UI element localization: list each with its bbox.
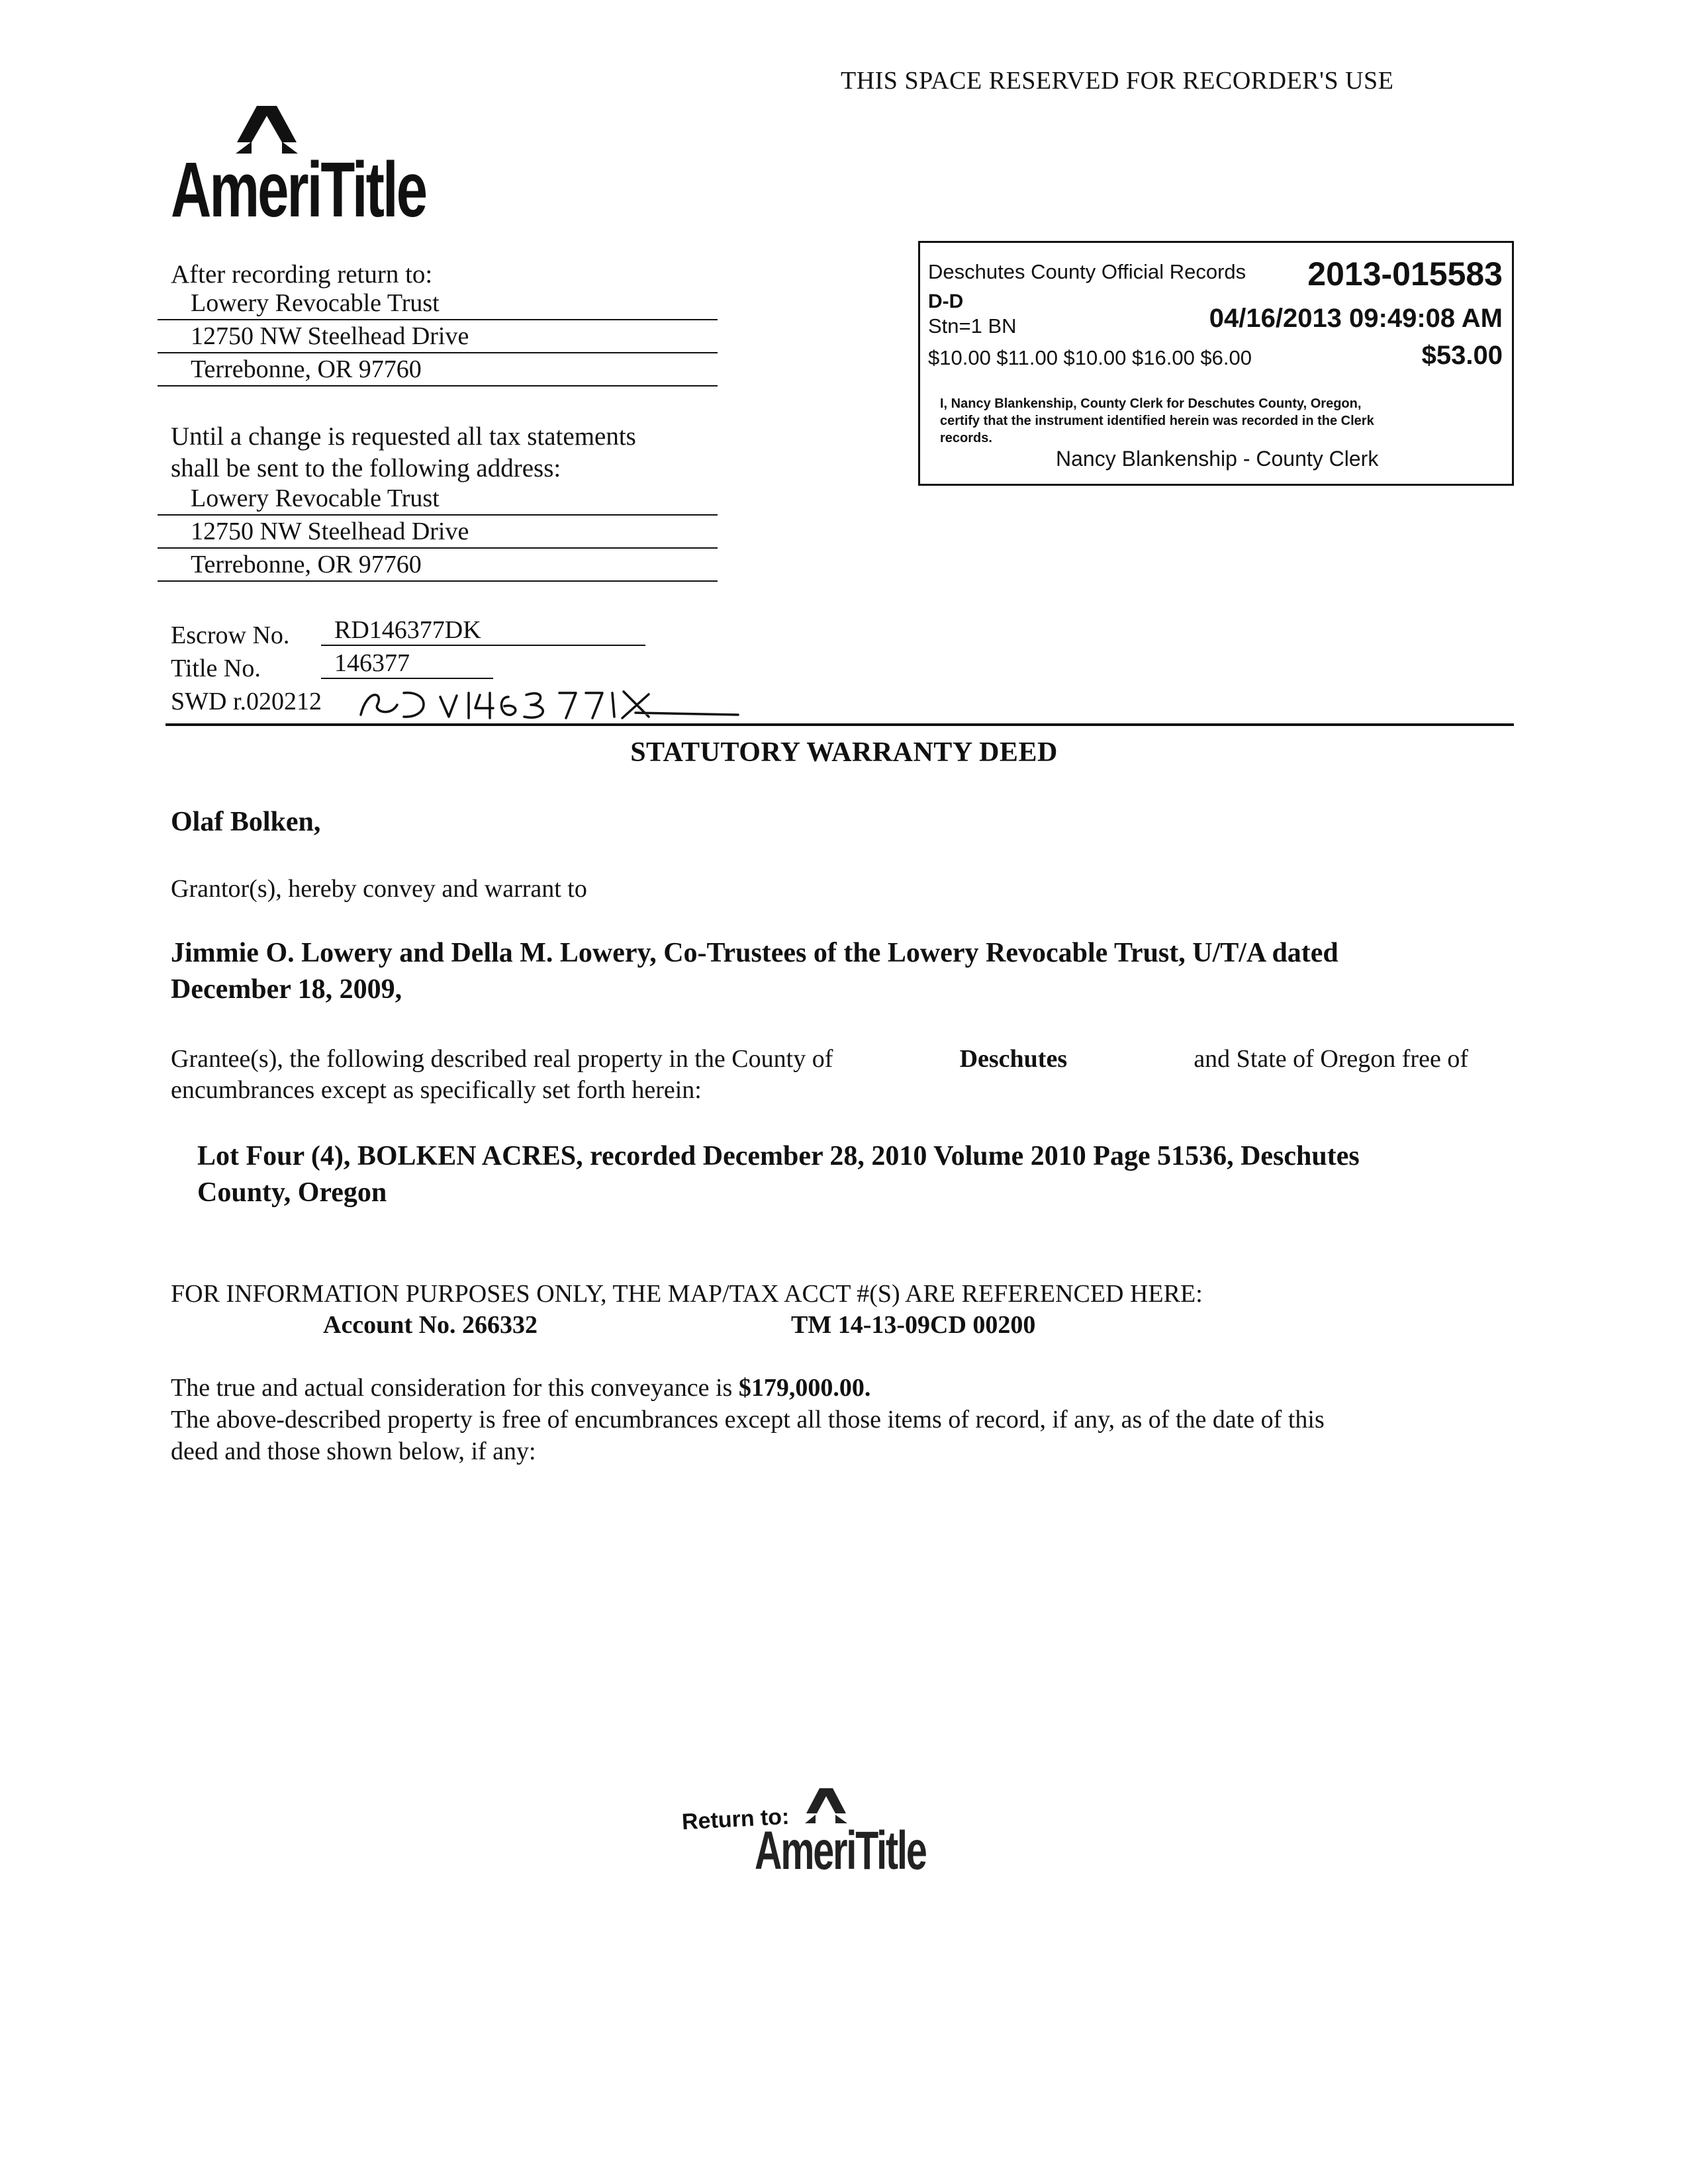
escrow-label: Escrow No.: [171, 621, 290, 649]
recorder-use-note: THIS SPACE RESERVED FOR RECORDER'S USE: [841, 67, 1394, 95]
recording-number: 2013-015583: [1307, 255, 1503, 293]
certification-line-2: certify that the instrument identified herein was recorded in the Clerk: [940, 414, 1374, 428]
tax-address-line-1: Lowery Revocable Trust: [158, 481, 718, 516]
recording-fees: $10.00 $11.00 $10.00 $16.00 $6.00: [928, 346, 1252, 369]
certification-line-1: I, Nancy Blankenship, County Clerk for Deschutes County, Oregon,: [940, 396, 1362, 411]
tax-statements-label-1: Until a change is requested all tax statements: [171, 422, 636, 451]
encumbrance-line-2: deed and those shown below, if any:: [171, 1437, 536, 1465]
property-text-a: Grantee(s), the following described real property in the County of: [171, 1045, 833, 1073]
tax-map-number: TM 14-13-09CD 00200: [791, 1311, 1036, 1339]
encumbrance-line-1: The above-described property is free of encumbrances except all those items of record, if any, as of the date of this: [171, 1406, 1325, 1433]
consideration-amount: $179,000.00.: [738, 1374, 871, 1402]
form-code: SWD r.020212: [171, 688, 322, 715]
tax-address-line-3: Terrebonne, OR 97760: [158, 547, 718, 582]
header-divider: [165, 723, 1514, 726]
title-label: Title No.: [171, 655, 261, 682]
certification-line-3: records.: [940, 431, 992, 445]
tax-statements-label-2: shall be sent to the following address:: [171, 454, 561, 482]
return-to-label: After recording return to:: [171, 260, 433, 289]
stamp-prefix: Return to:: [681, 1803, 790, 1835]
stamp-brand: AmeriTitle: [755, 1821, 926, 1881]
tax-address-line-2: 12750 NW Steelhead Drive: [158, 514, 718, 549]
consideration-statement: The true and actual consideration for this conveyance is $179,000.00.: [171, 1374, 871, 1402]
clerk-signature: Nancy Blankenship - County Clerk: [1056, 447, 1379, 471]
handwritten-escrow-number: [357, 685, 741, 725]
legal-description-line-1: Lot Four (4), BOLKEN ACRES, recorded December 28, 2010 Volume 2010 Page 51536, Deschutes: [197, 1141, 1360, 1171]
property-statement-line-2: encumbrances except as specifically set forth herein:: [171, 1076, 702, 1104]
recording-total: $53.00: [1421, 341, 1503, 370]
property-text-c: and State of Oregon free of: [1194, 1045, 1468, 1073]
escrow-number: RD146377DK: [321, 615, 645, 646]
return-to-stamp: [682, 1787, 960, 1886]
recording-datetime: 04/16/2013 09:49:08 AM: [1209, 304, 1503, 333]
account-number: Account No. 266332: [323, 1311, 538, 1339]
deed-title: STATUTORY WARRANTY DEED: [630, 737, 1058, 768]
document-type: D-D: [928, 291, 964, 312]
return-to-line-2: 12750 NW Steelhead Drive: [158, 319, 718, 353]
recording-header: Deschutes County Official Records: [928, 260, 1246, 283]
return-to-line-3: Terrebonne, OR 97760: [158, 352, 718, 387]
title-number: 146377: [321, 649, 493, 679]
grantor-name: Olaf Bolken,: [171, 807, 321, 837]
info-purposes-note: FOR INFORMATION PURPOSES ONLY, THE MAP/TAX ACCT #(S) ARE REFERENCED HERE:: [171, 1280, 1203, 1308]
ameritle-logo-text: AmeriTitle: [171, 146, 426, 234]
property-statement-line-1: [171, 1042, 1468, 1075]
convey-statement: Grantor(s), hereby convey and warrant to: [171, 875, 587, 903]
legal-description-line-2: County, Oregon: [197, 1177, 387, 1208]
grantee-line-1: Jimmie O. Lowery and Della M. Lowery, Co-Trustees of the Lowery Revocable Trust, U/T/A dated: [171, 938, 1338, 968]
station-code: Stn=1 BN: [928, 314, 1017, 338]
recording-info-box: [918, 241, 1514, 486]
return-to-line-1: Lowery Revocable Trust: [158, 286, 718, 320]
county-name: Deschutes: [959, 1045, 1068, 1073]
ameritle-logo: [171, 106, 475, 238]
grantee-line-2: December 18, 2009,: [171, 974, 402, 1005]
